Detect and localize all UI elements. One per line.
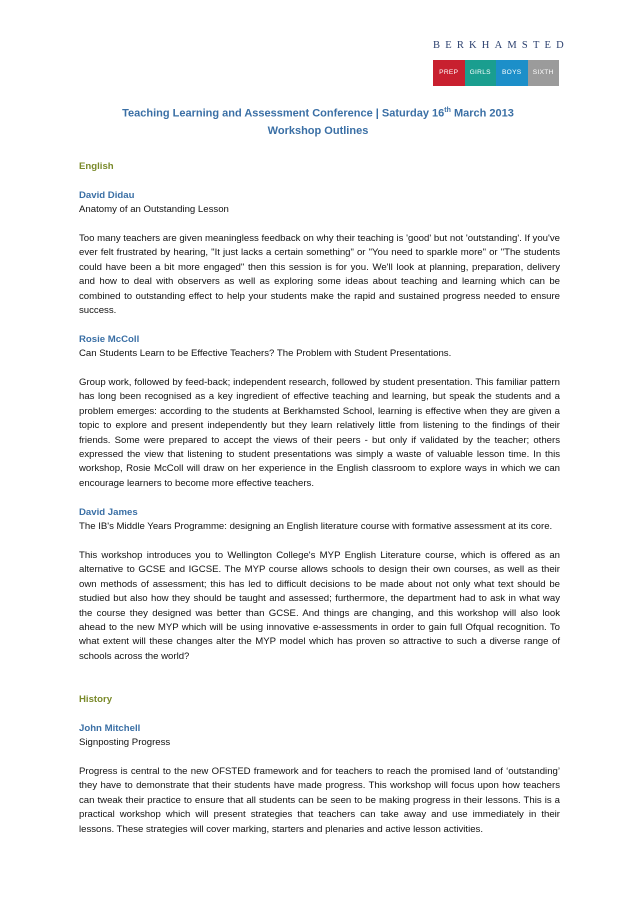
logo-segment-sixth: SIXTH (528, 60, 560, 86)
session-description: Too many teachers are given meaningless feedback on why their teaching is 'good' but not 'outstanding'. If you've ever felt frustrated by hearing, "It just lacks a certain something" or "You need to sparkle more" or "The students could have been a bit more engaged" then this session is for you. We'll look at planning, preparation, delivery and how to deal with observers as well as exploring some ideas about teaching and learning which can be combined to outstanding effect to help your students make the rapid and sustained progress needed to ensure success. (79, 233, 560, 317)
session-title: Anatomy of an Outstanding Lesson (79, 204, 229, 216)
logo-segment-bar (433, 60, 559, 86)
speaker-name: David Didau (79, 189, 135, 201)
logo-wordmark: BERKHAMSTED (433, 40, 569, 51)
conference-title (78, 102, 558, 123)
logo-segment-boys: BOYS (496, 60, 528, 86)
subject-heading-english: English (79, 161, 114, 172)
page-title (78, 102, 558, 140)
title-superscript: th (444, 107, 451, 114)
workshop-list (79, 160, 560, 837)
session-description: Progress is central to the new OFSTED framework and for teachers to reach the promised land of ‘outstanding’ they have to demonstrate that their students have made progress. This workshop will focus upon how teachers can tweak their practice to ensure that all students can be seen to be making progress in their lessons. This is a practical workshop which will present strategies that teachers can take away and use immediately in their lessons. These strategies will cover marking, starters and plenaries and active lesson activities. (79, 765, 560, 835)
school-logo (433, 40, 569, 86)
session-description: Group work, followed by feed-back; independent research, followed by student presentation. This familiar pattern has long been recognised as a key ingredient of effective teaching and learning, but speak the students and a problem emerges: according to the students at Berkhamsted School, learning is effective when they are given a topic to explore and present independently but they learn relatively little from listening to the findings of their friends. Some were prepared to accept the views of their peers - but only if validated by the teacher; others expressed the view that listening to student presentations was simply a waste of valuable lesson time. In this workshop, Rosie McColl will draw on her experience in the English classroom to explore ways in which we can encourage learners to become more effective teachers. (79, 377, 560, 489)
speaker-name: John Mitchell (79, 722, 141, 734)
logo-segment-girls: GIRLS (465, 60, 497, 86)
session-title: The IB's Middle Years Programme: designing an English literature course with formative assessment at its core. (79, 521, 553, 533)
logo-segment-prep: PREP (433, 60, 465, 86)
session-title: Can Students Learn to be Effective Teachers? The Problem with Student Presentations. (79, 348, 452, 360)
subject-heading-history: History (79, 693, 113, 705)
session-title: Signposting Progress (79, 737, 171, 749)
session-description: This workshop introduces you to Wellington College's MYP English Literature course, which is offered as an alternative to GCSE and IGCSE. The MYP course allows schools to design their own courses, as well as their own methods of assessment; this has led to difficult decisions to be made about not only what text should be studied but also how they should be taught and assessed; furthermore, the department had to ask in what way the course they designed was better than GCSE. And things are changing, and this workshop will also look ahead to the new MYP which will be using innovative e-assessments in order to gain full Ofqual recognition. To what extent will these changes alter the MYP model which has proven so attractive to such a diverse range of schools across the world? (79, 549, 560, 662)
page-subtitle: Workshop Outlines (267, 124, 369, 137)
title-date: March 2013 (450, 107, 514, 120)
title-text: Teaching Learning and Assessment Conference | Saturday 16 (122, 107, 445, 120)
speaker-name: David James (79, 506, 138, 518)
speaker-name: Rosie McColl (79, 333, 140, 345)
